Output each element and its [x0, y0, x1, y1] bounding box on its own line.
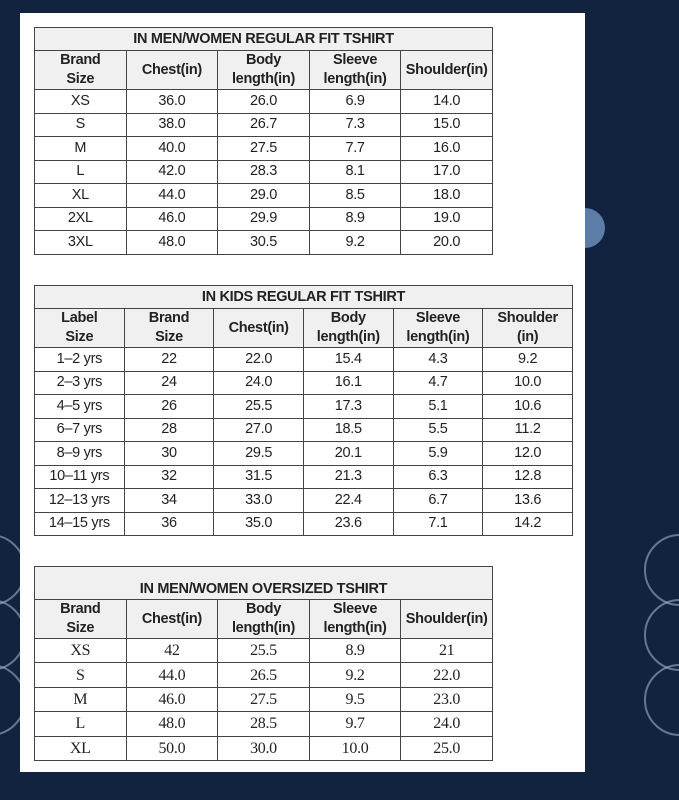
table-cell: 24.0 — [214, 371, 304, 395]
table-cell: 13.6 — [483, 489, 573, 513]
column-header — [35, 600, 127, 639]
table-cell: 3XL — [35, 231, 127, 255]
table-cell: XS — [35, 90, 127, 114]
column-header-line: Body — [330, 310, 366, 326]
table-cell: M — [35, 687, 127, 711]
table-cell: 26.0 — [218, 90, 310, 114]
table-row — [35, 687, 493, 711]
table-cell: 22.0 — [401, 663, 493, 687]
column-header-line: Size — [66, 71, 95, 87]
table-cell: 5.1 — [393, 395, 483, 419]
table-row — [35, 663, 493, 687]
column-header — [35, 309, 125, 348]
table-cell: 16.1 — [303, 371, 393, 395]
table-cell: 27.0 — [214, 418, 304, 442]
table-cell: L — [35, 712, 127, 736]
column-header — [126, 600, 218, 639]
table-cell: 44.0 — [126, 663, 218, 687]
table-cell: 8.1 — [309, 160, 401, 184]
column-header — [401, 51, 493, 90]
table-cell: 9.2 — [309, 663, 401, 687]
table-row — [35, 736, 493, 760]
column-header — [483, 309, 573, 348]
table-cell: 8.9 — [309, 639, 401, 663]
column-header-line: Body — [245, 601, 282, 617]
column-header — [126, 51, 218, 90]
decorative-ring — [645, 600, 679, 670]
table-cell: 28.3 — [218, 160, 310, 184]
table-cell: 26 — [124, 395, 214, 419]
table-cell: 23.6 — [303, 512, 393, 536]
men-women-oversized-size-table — [34, 566, 493, 761]
column-header — [35, 51, 127, 90]
table-cell: 28.5 — [218, 712, 310, 736]
table-cell: 32 — [124, 465, 214, 489]
column-header-line: Sleeve — [332, 52, 378, 68]
table-cell: 29.0 — [218, 184, 310, 208]
table-cell: 16.0 — [401, 137, 493, 161]
column-header-line: Shoulder(in) — [405, 61, 488, 78]
table-cell: 28 — [124, 418, 214, 442]
column-header-line: Shoulder(in) — [405, 610, 488, 627]
table-cell: 48.0 — [126, 712, 218, 736]
table-cell: 7.3 — [309, 113, 401, 137]
table-cell: 40.0 — [126, 137, 218, 161]
column-header-line: length(in) — [231, 620, 295, 636]
column-header-line: Chest(in) — [228, 319, 289, 336]
table-cell: XS — [35, 639, 127, 663]
column-header-line: length(in) — [323, 71, 387, 87]
table-cell: 10–11 yrs — [35, 465, 125, 489]
column-header-line: Brand — [148, 310, 190, 326]
table-cell: 33.0 — [214, 489, 304, 513]
column-header-line: Sleeve — [332, 601, 378, 617]
table-cell: 18.0 — [401, 184, 493, 208]
table-cell: 4.7 — [393, 371, 483, 395]
table-cell: 6–7 yrs — [35, 418, 125, 442]
column-header-line: Size — [155, 329, 183, 345]
table-cell: 31.5 — [214, 465, 304, 489]
column-header-line: Size — [66, 620, 95, 636]
column-header-line: Chest(in) — [141, 61, 202, 78]
table-cell: 30.5 — [218, 231, 310, 255]
table-cell: 36.0 — [126, 90, 218, 114]
column-header — [218, 600, 310, 639]
column-header-line: Brand — [60, 601, 101, 617]
table-cell: XL — [35, 184, 127, 208]
table-cell: 44.0 — [126, 184, 218, 208]
table-cell: 21 — [401, 639, 493, 663]
table-cell: 24 — [124, 371, 214, 395]
table-row — [35, 512, 573, 536]
table-cell: 9.2 — [483, 348, 573, 372]
table-cell: 46.0 — [126, 687, 218, 711]
table-cell: 22.4 — [303, 489, 393, 513]
table-cell: 12.0 — [483, 442, 573, 466]
table-row — [35, 442, 573, 466]
column-header-line: length(in) — [406, 329, 470, 345]
column-header-line: length(in) — [231, 71, 295, 87]
table-cell: 26.5 — [218, 663, 310, 687]
table-cell: 2–3 yrs — [35, 371, 125, 395]
table-cell: 27.5 — [218, 687, 310, 711]
column-header-line: Shoulder — [497, 310, 558, 326]
table-cell: 38.0 — [126, 113, 218, 137]
column-header-line: length(in) — [316, 329, 380, 345]
table-row — [35, 489, 573, 513]
decorative-ring — [645, 665, 679, 735]
table-cell: 10.0 — [483, 371, 573, 395]
column-header — [124, 309, 214, 348]
column-header-line: Brand — [60, 52, 101, 68]
table-cell: 6.3 — [393, 465, 483, 489]
table-cell: 35.0 — [214, 512, 304, 536]
table-title: IN KIDS REGULAR FIT TSHIRT — [35, 286, 573, 309]
column-header — [393, 309, 483, 348]
table-cell: 20.1 — [303, 442, 393, 466]
table-cell: L — [35, 160, 127, 184]
table-row — [35, 712, 493, 736]
table-cell: 25.0 — [401, 736, 493, 760]
table-cell: S — [35, 663, 127, 687]
table-cell: 14.2 — [483, 512, 573, 536]
column-header-line: Size — [65, 329, 94, 345]
table-cell: 9.7 — [309, 712, 401, 736]
table-cell: 11.2 — [483, 418, 573, 442]
table-cell: 7.1 — [393, 512, 483, 536]
table-cell: 8.5 — [309, 184, 401, 208]
column-header-line: (in) — [516, 329, 539, 345]
table-cell: 10.6 — [483, 395, 573, 419]
table-cell: 23.0 — [401, 687, 493, 711]
table-cell: 2XL — [35, 207, 127, 231]
table-cell: 12–13 yrs — [35, 489, 125, 513]
table-cell: 22 — [124, 348, 214, 372]
table-cell: 4–5 yrs — [35, 395, 125, 419]
table-cell: 5.5 — [393, 418, 483, 442]
table-cell: 1–2 yrs — [35, 348, 125, 372]
table-cell: 7.7 — [309, 137, 401, 161]
table-cell: 25.5 — [214, 395, 304, 419]
table-row — [35, 465, 573, 489]
table-cell: 14.0 — [401, 90, 493, 114]
table-cell: XL — [35, 736, 127, 760]
table-row — [35, 348, 573, 372]
table-cell: 17.0 — [401, 160, 493, 184]
column-header-line: Label — [61, 310, 98, 326]
table-cell: 5.9 — [393, 442, 483, 466]
table-row — [35, 184, 493, 208]
size-chart-card — [20, 13, 585, 772]
table-row — [35, 207, 493, 231]
column-header — [214, 309, 304, 348]
table-row — [35, 137, 493, 161]
table-title: IN MEN/WOMEN REGULAR FIT TSHIRT — [35, 28, 493, 51]
column-header — [401, 600, 493, 639]
column-header-line: Sleeve — [415, 310, 461, 326]
table-cell: 46.0 — [126, 207, 218, 231]
table-cell: 34 — [124, 489, 214, 513]
table-cell: 8.9 — [309, 207, 401, 231]
table-cell: 15.0 — [401, 113, 493, 137]
table-cell: 9.5 — [309, 687, 401, 711]
table-cell: 24.0 — [401, 712, 493, 736]
decorative-ring — [645, 535, 679, 605]
table-cell: 15.4 — [303, 348, 393, 372]
column-header-line: Chest(in) — [141, 610, 202, 627]
table-row — [35, 371, 573, 395]
column-header-line: length(in) — [323, 620, 387, 636]
column-header — [303, 309, 393, 348]
table-cell: 26.7 — [218, 113, 310, 137]
table-cell: 25.5 — [218, 639, 310, 663]
table-cell: 48.0 — [126, 231, 218, 255]
table-cell: 14–15 yrs — [35, 512, 125, 536]
table-row — [35, 113, 493, 137]
table-cell: 36 — [124, 512, 214, 536]
table-cell: 29.5 — [214, 442, 304, 466]
men-women-regular-size-table — [34, 27, 493, 255]
table-cell: 4.3 — [393, 348, 483, 372]
table-row — [35, 395, 573, 419]
table-row — [35, 418, 573, 442]
table-cell: 9.2 — [309, 231, 401, 255]
table-row — [35, 90, 493, 114]
table-cell: 12.8 — [483, 465, 573, 489]
table-cell: 8–9 yrs — [35, 442, 125, 466]
column-header — [309, 600, 401, 639]
table-cell: 22.0 — [214, 348, 304, 372]
table-cell: 18.5 — [303, 418, 393, 442]
table-cell: 10.0 — [309, 736, 401, 760]
table-row — [35, 160, 493, 184]
column-header — [309, 51, 401, 90]
column-header — [218, 51, 310, 90]
table-cell: 21.3 — [303, 465, 393, 489]
table-cell: 17.3 — [303, 395, 393, 419]
table-cell: 42 — [126, 639, 218, 663]
kids-regular-size-table — [34, 285, 573, 536]
table-cell: 50.0 — [126, 736, 218, 760]
table-cell: 29.9 — [218, 207, 310, 231]
table-cell: 6.7 — [393, 489, 483, 513]
table-cell: 27.5 — [218, 137, 310, 161]
table-row — [35, 231, 493, 255]
table-cell: 20.0 — [401, 231, 493, 255]
table-cell: M — [35, 137, 127, 161]
table-cell: 30.0 — [218, 736, 310, 760]
table-row — [35, 639, 493, 663]
table-cell: 30 — [124, 442, 214, 466]
table-cell: 19.0 — [401, 207, 493, 231]
table-cell: 42.0 — [126, 160, 218, 184]
table-cell: 6.9 — [309, 90, 401, 114]
table-title: IN MEN/WOMEN OVERSIZED TSHIRT — [35, 567, 493, 600]
table-cell: S — [35, 113, 127, 137]
column-header-line: Body — [245, 52, 282, 68]
